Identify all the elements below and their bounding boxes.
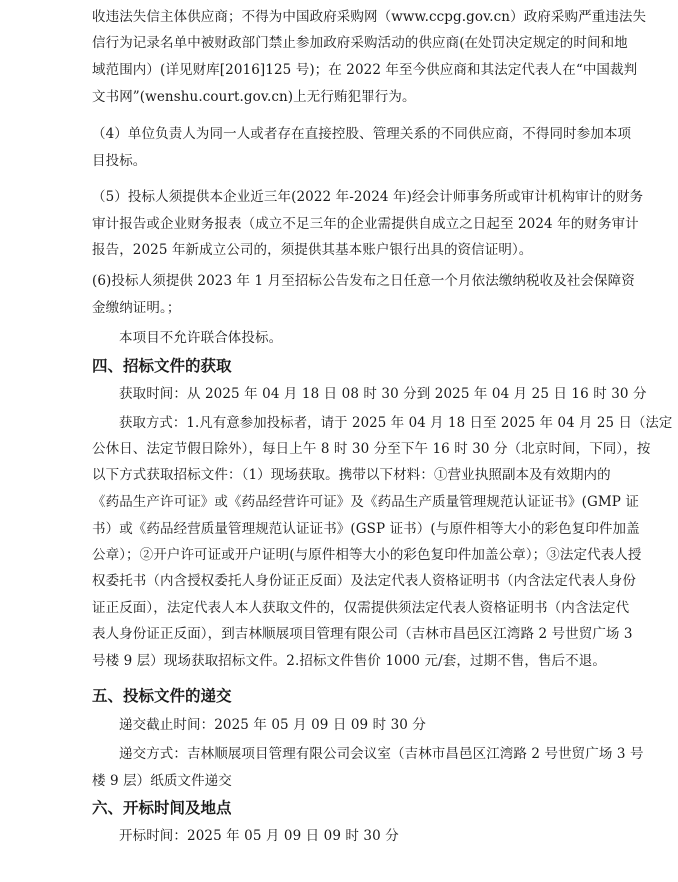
text-line: 楼 9 层）纸质文件递交 [92, 773, 232, 789]
text-line: 公休日、法定节假日除外），每日上午 8 时 30 分至下午 16 时 30 分（北京时间，下同），按 [92, 441, 651, 457]
section-heading: 五、投标文件的递交 [92, 687, 232, 705]
text-line: 开标时间：2025 年 05 月 09 日 09 时 30 分 [119, 828, 399, 844]
text-line: 域范围内）(详见财库[2016]125 号)；在 2022 年至今供应商和其法定代表人在“中国裁判 [92, 62, 638, 78]
text-line: 权委托书（内含授权委托人身份证正反面）及法定代表人资格证明书（内含法定代表人身份 [92, 573, 636, 589]
section-heading: 四、招标文件的获取 [92, 357, 232, 375]
consortium-note: 本项目不允许联合体投标。 [119, 330, 283, 346]
text-line: 递交截止时间：2025 年 05 月 09 日 09 时 30 分 [119, 717, 426, 733]
text-line: 以下方式获取招标文件：（1）现场获取。携带以下材料：①营业执照副本及有效期内的 [92, 467, 611, 483]
text-line: （4）单位负责人为同一人或者存在直接控股、管理关系的不同供应商，不得同时参加本项 [92, 126, 632, 142]
text-line: 公章）；②开户许可证或开户证明(与原件相等大小的彩色复印件加盖公章）；③法定代表人授 [92, 547, 642, 563]
text-line: 信行为记录名单中被财政部门禁止参加政府采购活动的供应商(在处罚决定规定的时间和地 [92, 35, 628, 51]
text-line: 获取时间：从 2025 年 04 月 18 日 08 时 30 分到 2025 年 04 月 25 日 16 时 30 分 [119, 386, 647, 402]
text-line: （5）投标人须提供本企业近三年(2022 年-2024 年)经会计师事务所或审计机构审计的财务 [92, 189, 644, 205]
text-line: 递交方式：吉林顺展项目管理有限公司会议室（吉林市昌邑区江湾路 2 号世贸广场 3 号 [119, 746, 644, 762]
text-line: 审计报告或企业财务报表（成立不足三年的企业需提供自成立之日起至 2024 年的财务审计 [92, 216, 639, 232]
text-line: 书）或《药品经营质量管理规范认证证书》(GSP 证书）(与原件相等大小的彩色复印件加盖 [92, 521, 640, 537]
text-line: 《药品生产许可证》或《药品经营许可证》及《药品生产质量管理规范认证证书》(GMP 证 [92, 494, 639, 510]
text-line: 报告，2025 年新成立公司的，须提供其基本账户银行出具的资信证明）。 [92, 242, 533, 258]
text-line: 号楼 9 层）现场获取招标文件。2.招标文件售价 1000 元/套，过期不售，售后不退。 [92, 653, 606, 669]
text-line: 证正反面），法定代表人本人获取文件的，仅需提供须法定代表人资格证明书（内含法定代 [92, 600, 630, 616]
text-line: 收违法失信主体供应商；不得为中国政府采购网（www.ccpg.gov.cn）政府采购严重违法失 [92, 9, 647, 25]
text-line: 金缴纳证明。； [92, 300, 181, 316]
text-line: (6)投标人须提供 2023 年 1 月至招标公告发布之日任意一个月依法缴纳税收及社会保障资 [92, 273, 635, 289]
text-line: 表人身份证正反面），到吉林顺展项目管理有限公司（吉林市昌邑区江湾路 2 号世贸广场 3 [92, 626, 633, 642]
text-line: 获取方式：1.凡有意参加投标者，请于 2025 年 04 月 18 日至 2025 年 04 月 25 日（法定 [119, 415, 673, 431]
text-line: 目投标。 [92, 153, 147, 169]
section-heading: 六、开标时间及地点 [92, 799, 232, 817]
text-line: 文书网”(wenshu.court.gov.cn)上无行贿犯罪行为。 [92, 89, 416, 105]
